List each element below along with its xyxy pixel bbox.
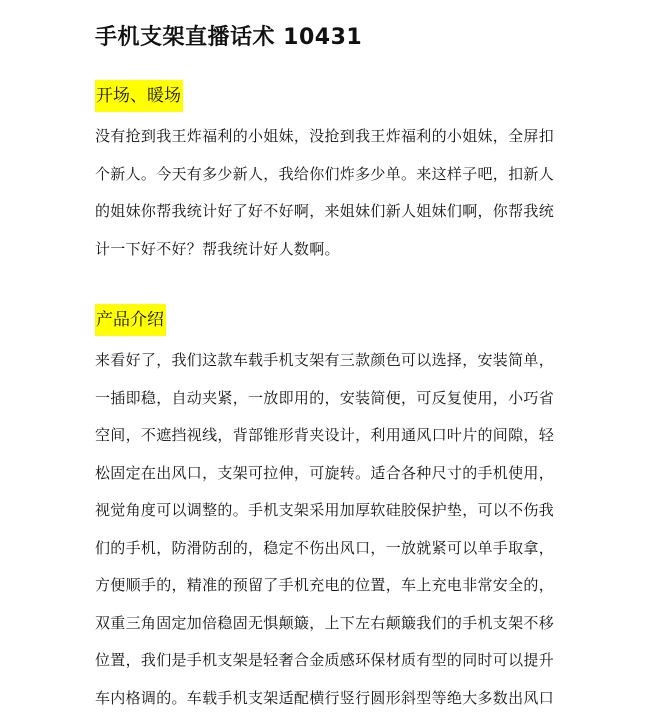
text-line: 计一下好不好？帮我统计好人数啊。: [95, 231, 595, 269]
text-line: 们的手机，防滑防刮的，稳定不伤出风口，一放就紧可以单手取拿，: [95, 530, 595, 568]
text-line: 没有抢到我王炸福利的小姐妹，没抢到我王炸福利的小姐妹，全屏扣: [95, 118, 595, 156]
text-line: 个新人。今天有多少新人，我给你们炸多少单。来这样子吧，扣新人: [95, 156, 595, 194]
section-body-opening: [95, 118, 595, 268]
text-line: 方便顺手的，精准的预留了手机充电的位置，车上充电非常安全的，: [95, 567, 595, 605]
text-line: 的姐妹你帮我统计好了好不好啊，来姐妹们新人姐妹们啊，你帮我统: [95, 193, 595, 231]
section-heading-product: 产品介绍: [95, 304, 166, 336]
text-line: 松固定在出风口，支架可拉伸，可旋转。适合各种尺寸的手机使用，: [95, 455, 595, 493]
document-title: 手机支架直播话术 10431: [95, 20, 362, 51]
text-line: 车内格调的。车载手机支架适配横行竖行圆形斜型等绝大多数出风口: [95, 680, 595, 717]
text-line: 位置，我们是手机支架是轻奢合金质感环保材质有型的同时可以提升: [95, 642, 595, 680]
text-line: 视觉角度可以调整的。手机支架采用加厚软硅胶保护垫，可以不伤我: [95, 492, 595, 530]
text-line: 一插即稳，自动夹紧，一放即用的，安装简便，可反复使用，小巧省: [95, 380, 595, 418]
text-line: 空间，不遮挡视线，背部锥形背夹设计，利用通风口叶片的间隙，轻: [95, 417, 595, 455]
text-line: 来看好了，我们这款车载手机支架有三款颜色可以选择，安装简单，: [95, 342, 595, 380]
section-heading-opening: 开场、暖场: [95, 80, 183, 112]
text-line: 双重三角固定加倍稳固无惧颠簸，上下左右颠簸我们的手机支架不移: [95, 605, 595, 643]
section-body-product: [95, 342, 595, 717]
